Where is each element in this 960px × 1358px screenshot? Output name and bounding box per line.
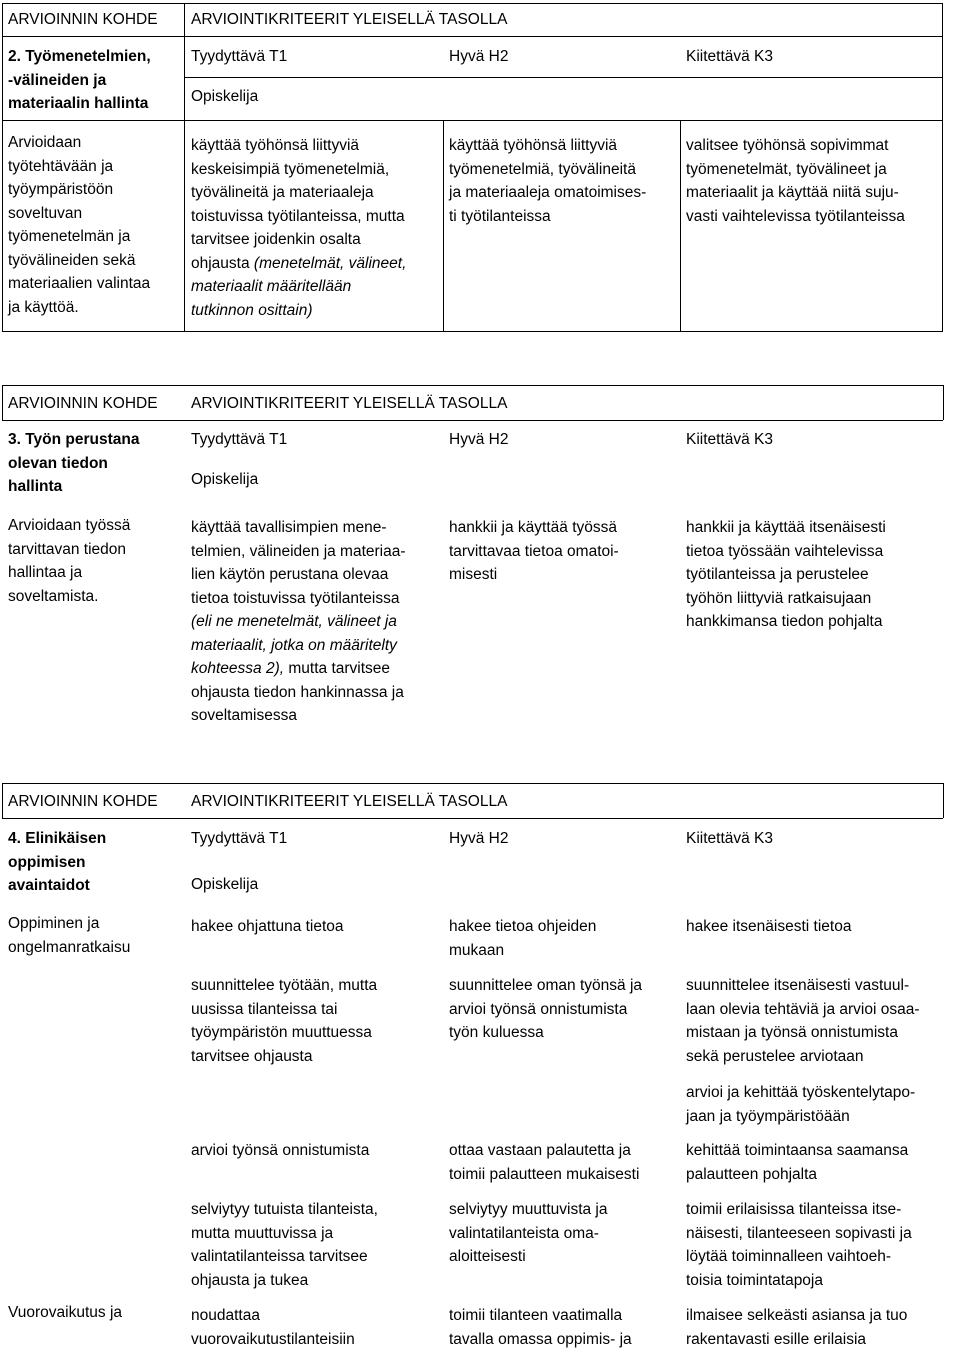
opiskelija-label: Opiskelija — [191, 88, 259, 105]
s4-row3-k3: arvioi ja kehittää työskentelytapo- jaan ja työympäristöään — [686, 1084, 916, 1125]
divider — [680, 120, 681, 332]
s4-row5-k3: toimii erilaisissa tilanteissa itse- näisesti, tilanteeseen sopivasti ja löytää toiminnalleen vaihtoeh- toisia toimintatapoja — [686, 1201, 912, 1289]
section-2-k3: valitsee työhönsä sopivimmat työmenetelmät, työvälineet ja materiaalit ja käyttää niitä suju- vasti vaihtelevissa työtilanteissa — [686, 137, 905, 225]
section-4-title: 4. Elinikäisen oppimisen avaintaidot — [8, 830, 107, 894]
section-3-target: Arvioidaan työssä tarvittavan tiedon hallintaa ja soveltamista. — [8, 517, 131, 605]
divider — [184, 3, 185, 332]
divider — [2, 783, 3, 818]
divider — [2, 420, 943, 421]
s4-row5-h2: selviytyy muuttuvista ja valintatilanteista oma- aloitteisesti — [449, 1201, 608, 1265]
divider — [943, 783, 944, 818]
divider — [2, 385, 3, 420]
section-3-title: 3. Työn perustana olevan tiedon hallinta — [8, 431, 140, 495]
s4-row6-h2: toimii tilanteen vaatimalla tavalla omassa oppimis- ja — [449, 1307, 632, 1348]
section-2-target: Arvioidaan työtehtävään ja työympäristöön soveltuvan työmenetelmän ja työvälineiden sekä materiaalien valintaa ja käyttöä. — [8, 134, 151, 316]
divider — [443, 120, 444, 332]
s4-row2-h2: suunnittelee oman työnsä ja arvioi työnsä onnistumista työn kuluessa — [449, 977, 643, 1041]
divider — [2, 818, 943, 819]
s4-row1-k3: hakee itsenäisesti tietoa — [686, 918, 852, 935]
s4-row5-t1: selviytyy tutuista tilanteista, mutta muuttuvissa ja valintatilanteissa tarvitsee ohjausta ja tukea — [191, 1201, 378, 1289]
level-k3: Kiitettävä K3 — [686, 830, 774, 847]
level-t1: Tyydyttävä T1 — [191, 431, 288, 448]
divider — [2, 783, 943, 784]
header-kriteerit: ARVIOINTIKRITEERIT YLEISELLÄ TASOLLA — [191, 11, 508, 28]
divider — [943, 385, 944, 420]
level-h2: Hyvä H2 — [449, 830, 509, 847]
s4-row4-k3: kehittää toimintaansa saamansa palautteen pohjalta — [686, 1142, 909, 1183]
divider — [184, 77, 943, 78]
s4-row2-k3: suunnittelee itsenäisesti vastuul- laan olevia tehtäviä ja arvioi osaa- mistaan ja työnsä onnistumista sekä perustelee arviotaan — [686, 977, 920, 1065]
section-4-target-interaction: Vuorovaikutus ja — [8, 1304, 123, 1321]
section-2-h2: käyttää työhönsä liittyviä työmenetelmiä, työvälineitä ja materiaaleja omatoimises- ti työtilanteissa — [449, 137, 647, 225]
section-4-target-learning: Oppiminen ja ongelmanratkaisu — [8, 915, 131, 956]
level-t1: Tyydyttävä T1 — [191, 830, 288, 847]
level-k3: Kiitettävä K3 — [686, 48, 774, 65]
header-kriteerit: ARVIOINTIKRITEERIT YLEISELLÄ TASOLLA — [191, 793, 508, 810]
s4-row6-t1: noudattaa vuorovaikutustilanteisiin — [191, 1307, 355, 1348]
header-kohde: ARVIOINNIN KOHDE — [8, 395, 158, 412]
s4-row4-t1: arvioi työnsä onnistumista — [191, 1142, 370, 1159]
opiskelija-label: Opiskelija — [191, 876, 259, 893]
opiskelija-label: Opiskelija — [191, 471, 259, 488]
level-k3: Kiitettävä K3 — [686, 431, 774, 448]
section-3-k3: hankkii ja käyttää itsenäisesti tietoa työssään vaihtelevissa työtilanteissa ja perustelee työhön liittyviä ratkaisujaan hankkimansa tiedon pohjalta — [686, 519, 886, 630]
level-h2: Hyvä H2 — [449, 431, 509, 448]
header-kohde: ARVIOINNIN KOHDE — [8, 11, 158, 28]
divider — [2, 385, 943, 386]
s4-row1-t1: hakee ohjattuna tietoa — [191, 918, 344, 935]
section-3-t1: käyttää tavallisimpien mene- telmien, välineiden ja materiaa- lien käytön perustana olevaa tietoa toistuvissa työtilanteissa (eli ne menetelmät, välineet ja materiaalit, jotka on määritelty kohteessa 2), mutta tarvitsee ohjausta tiedon hankinnassa ja soveltamisessa — [191, 519, 406, 724]
section-2-t1: käyttää työhönsä liittyviä keskeisimpiä työmenetelmiä, työvälineitä ja materiaaleja toistuvissa työtilanteissa, mutta tarvitsee joidenkin osalta ohjausta (menetelmät, välineet, materiaalit määritellään tutkinnon osittain) — [191, 137, 407, 319]
section-3-h2: hankkii ja käyttää työssä tarvittavaa tietoa omatoi- misesti — [449, 519, 619, 583]
s4-row1-h2: hakee tietoa ohjeiden mukaan — [449, 918, 597, 959]
header-kohde: ARVIOINNIN KOHDE — [8, 793, 158, 810]
level-t1: Tyydyttävä T1 — [191, 48, 288, 65]
section-2-title: 2. Työmenetelmien, -välineiden ja materiaalin hallinta — [8, 48, 151, 112]
level-h2: Hyvä H2 — [449, 48, 509, 65]
header-kriteerit: ARVIOINTIKRITEERIT YLEISELLÄ TASOLLA — [191, 395, 508, 412]
divider — [2, 120, 943, 121]
s4-row6-k3: ilmaisee selkeästi asiansa ja tuo rakentavasti esille erilaisia — [686, 1307, 908, 1348]
s4-row2-t1: suunnittelee työtään, mutta uusissa tilanteissa tai työympäristön muuttuessa tarvitsee ohjausta — [191, 977, 378, 1065]
divider — [2, 36, 943, 37]
s4-row4-h2: ottaa vastaan palautetta ja toimii palautteen mukaisesti — [449, 1142, 640, 1183]
